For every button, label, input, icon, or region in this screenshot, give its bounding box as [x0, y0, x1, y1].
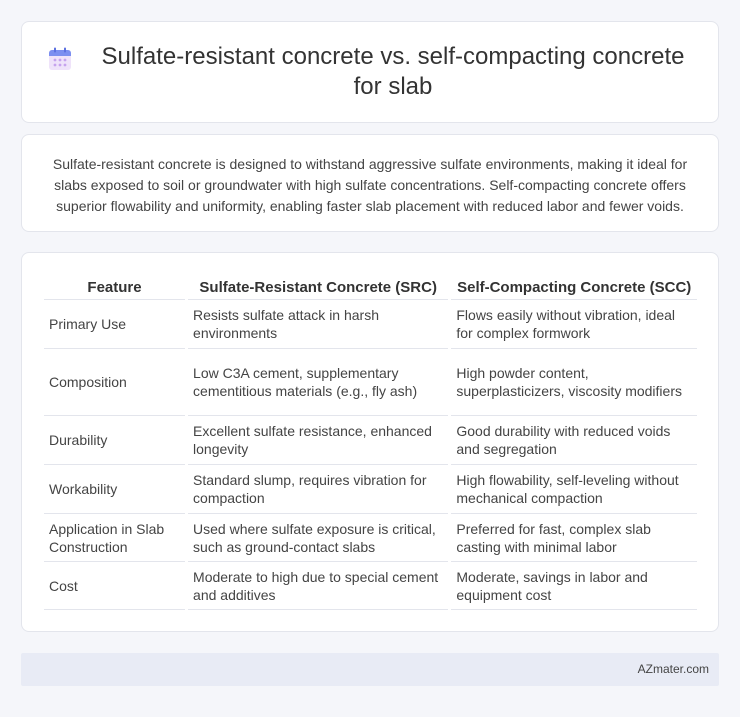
scc-cell: Preferred for fast, complex slab casting with minimal labor: [451, 514, 697, 562]
src-cell: Excellent sulfate resistance, enhanced longevity: [188, 416, 448, 465]
feature-cell: Composition: [44, 349, 185, 416]
feature-cell: Cost: [44, 562, 185, 610]
feature-cell: Workability: [44, 465, 185, 514]
table-row: [44, 514, 697, 562]
feature-cell: Application in Slab Construction: [44, 514, 185, 562]
calendar-icon: [47, 46, 73, 72]
scc-cell: Flows easily without vibration, ideal for complex formwork: [451, 300, 697, 349]
src-cell: Resists sulfate attack in harsh environments: [188, 300, 448, 349]
page-title: Sulfate-resistant concrete vs. self-compacting concrete for slab: [101, 43, 685, 100]
src-cell: Low C3A cement, supplementary cementitious materials (e.g., fly ash): [188, 349, 448, 416]
table-row: [44, 349, 697, 416]
header-src: Sulfate-Resistant Concrete (SRC): [188, 273, 448, 300]
comparison-card: [21, 252, 719, 632]
footer-bar: [21, 653, 719, 686]
feature-cell: Primary Use: [44, 300, 185, 349]
title-card: [21, 21, 719, 123]
footer-brand[interactable]: AZmater.com: [637, 662, 709, 676]
header-feature: Feature: [44, 273, 185, 300]
header-scc: Self-Compacting Concrete (SCC): [451, 273, 697, 300]
scc-cell: Good durability with reduced voids and segregation: [451, 416, 697, 465]
summary-card: [21, 134, 719, 232]
summary-text: Sulfate-resistant concrete is designed to withstand aggressive sulfate environments, making it ideal for slabs exposed to soil or groundwater with high sulfate concentrations. Self-compacting concrete offers superior flowability and uniformity, enabling faster slab placement with reduced labor and fewer voids.: [52, 156, 688, 214]
table-header-row: [44, 273, 697, 300]
table-row: [44, 416, 697, 465]
comparison-table: [41, 273, 700, 610]
src-cell: Moderate to high due to special cement and additives: [188, 562, 448, 610]
src-cell: Standard slump, requires vibration for compaction: [188, 465, 448, 514]
scc-cell: High powder content, superplasticizers, viscosity modifiers: [451, 349, 697, 416]
src-cell: Used where sulfate exposure is critical, such as ground-contact slabs: [188, 514, 448, 562]
title-wrap: [45, 42, 695, 102]
feature-cell: Durability: [44, 416, 185, 465]
table-row: [44, 465, 697, 514]
scc-cell: High flowability, self-leveling without mechanical compaction: [451, 465, 697, 514]
table-row: [44, 300, 697, 349]
scc-cell: Moderate, savings in labor and equipment cost: [451, 562, 697, 610]
table-row: [44, 562, 697, 610]
